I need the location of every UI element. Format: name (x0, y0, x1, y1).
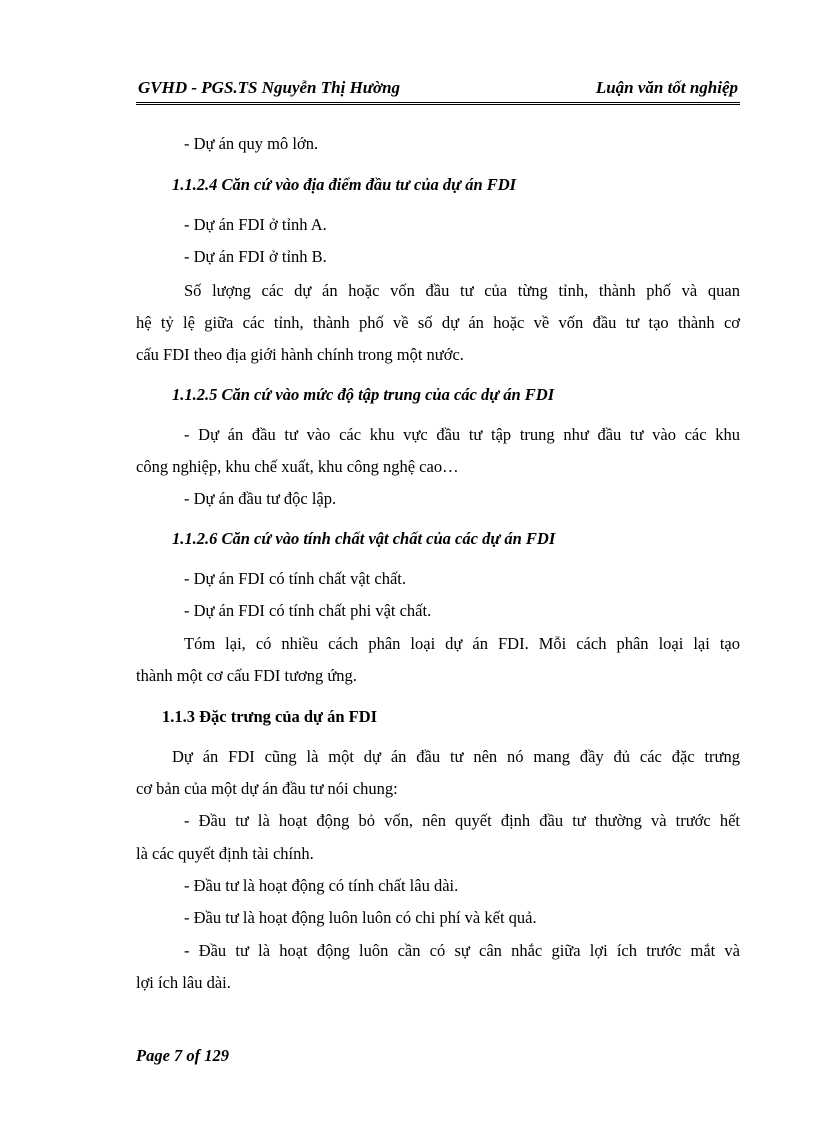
section-heading: 1.1.2.6 Căn cứ vào tính chất vật chất của các dự án FDI (172, 529, 556, 548)
paragraph-line: - Dự án đầu tư vào các khu vực đầu tư tập trung như đầu tư vào các khu (184, 425, 740, 444)
paragraph-line: thành một cơ cấu FDI tương ứng. (136, 666, 357, 685)
text-line: - Dự án FDI có tính chất phi vật chất. (184, 601, 432, 620)
text-line: - Dự án FDI có tính chất vật chất. (184, 569, 407, 588)
page-number: Page 7 of 129 (136, 1046, 230, 1065)
paragraph-line: Số lượng các dự án hoặc vốn đầu tư của từng tỉnh, thành phố và quan (184, 281, 740, 300)
header-advisor: GVHD - PGS.TS Nguyễn Thị Hường (138, 78, 401, 97)
paragraph-line: là các quyết định tài chính. (136, 844, 314, 863)
paragraph-line: - Đầu tư là hoạt động luôn cần có sự cân nhắc giữa lợi ích trước mắt và (184, 941, 740, 960)
page-header (136, 76, 740, 105)
text-line: - Dự án đầu tư độc lập. (184, 489, 337, 508)
paragraph-line: cơ bản của một dự án đầu tư nói chung: (136, 779, 398, 798)
section-heading: 1.1.3 Đặc trưng của dự án FDI (162, 707, 378, 726)
paragraph-line: lợi ích lâu dài. (136, 973, 231, 992)
paragraph-line: - Đầu tư là hoạt động bỏ vốn, nên quyết định đầu tư thường và trước hết (184, 811, 740, 830)
section-heading: 1.1.2.5 Căn cứ vào mức độ tập trung của các dự án FDI (172, 385, 555, 404)
text-line: - Đầu tư là hoạt động luôn luôn có chi phí và kết quả. (184, 908, 537, 927)
header-thesis-title: Luận văn tốt nghiệp (595, 78, 738, 97)
text-line: - Đầu tư là hoạt động có tính chất lâu dài. (184, 876, 459, 895)
text-line: - Dự án FDI ở tỉnh B. (184, 247, 327, 266)
section-heading: 1.1.2.4 Căn cứ vào địa điểm đầu tư của dự án FDI (172, 175, 517, 194)
paragraph-line: Dự án FDI cũng là một dự án đầu tư nên nó mang đầy đủ các đặc trưng (172, 747, 740, 766)
text-line: - Dự án quy mô lớn. (184, 134, 319, 153)
paragraph-line: hệ tỷ lệ giữa các tỉnh, thành phố về số dự án hoặc về vốn đầu tư tạo thành cơ (136, 313, 740, 332)
paragraph-line: cấu FDI theo địa giới hành chính trong một nước. (136, 345, 464, 364)
paragraph-line: công nghiệp, khu chế xuất, khu công nghệ cao… (136, 457, 459, 476)
text-line: - Dự án FDI ở tỉnh A. (184, 215, 327, 234)
paragraph-line: Tóm lại, có nhiều cách phân loại dự án FDI. Mỗi cách phân loại lại tạo (184, 634, 740, 653)
